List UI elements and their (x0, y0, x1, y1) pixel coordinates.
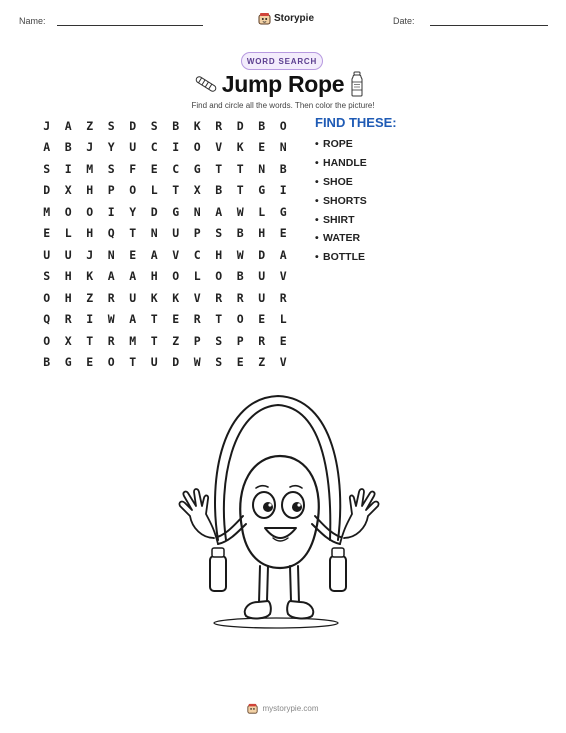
grid-letter[interactable]: N (107, 247, 115, 262)
grid-letter[interactable]: K (172, 290, 180, 305)
grid-letter[interactable]: Z (258, 355, 266, 370)
word-label: ROPE (323, 138, 353, 151)
grid-letter[interactable]: R (258, 333, 266, 348)
grid-letter[interactable]: H (64, 269, 72, 284)
grid-letter[interactable]: J (86, 247, 94, 262)
grid-letter[interactable]: S (150, 118, 158, 133)
grid-letter[interactable]: R (215, 118, 223, 133)
bullet: • (315, 138, 319, 151)
grid-letter[interactable]: D (236, 118, 244, 133)
grid-letter[interactable]: D (129, 118, 137, 133)
grid-letter[interactable]: I (172, 140, 180, 155)
date-label: Date: (393, 16, 415, 26)
grid-letter[interactable]: W (236, 204, 244, 219)
grid-letter[interactable]: H (150, 269, 158, 284)
grid-letter[interactable]: T (150, 333, 158, 348)
grid-letter[interactable]: O (193, 140, 201, 155)
storypie-logo-icon (258, 12, 271, 25)
grid-letter[interactable]: A (43, 140, 51, 155)
grid-letter[interactable]: O (279, 118, 287, 133)
grid-letter[interactable]: R (107, 333, 115, 348)
grid-letter[interactable]: S (215, 226, 223, 241)
word-list-title: FIND THESE: (315, 115, 397, 130)
grid-letter[interactable]: X (64, 183, 72, 198)
grid-letter[interactable]: G (193, 161, 201, 176)
word-list-panel (315, 115, 397, 267)
grid-letter[interactable]: U (129, 140, 137, 155)
grid-letter[interactable]: P (236, 333, 244, 348)
grid-letter[interactable]: L (279, 312, 287, 327)
name-field[interactable] (57, 25, 203, 26)
grid-letter[interactable]: B (236, 269, 244, 284)
word-label: WATER (323, 232, 361, 245)
footer (0, 703, 566, 714)
grid-letter[interactable]: L (258, 204, 266, 219)
grid-letter[interactable]: T (236, 161, 244, 176)
grid-letter[interactable]: O (172, 269, 180, 284)
grid-letter[interactable]: R (236, 290, 244, 305)
grid-letter[interactable]: O (64, 204, 72, 219)
grid-letter[interactable]: G (258, 183, 266, 198)
grid-letter[interactable]: A (215, 204, 223, 219)
date-field[interactable] (430, 25, 548, 26)
grid-letter[interactable]: N (193, 204, 201, 219)
grid-letter[interactable]: H (86, 183, 94, 198)
grid-letter[interactable]: H (215, 247, 223, 262)
grid-letter[interactable]: G (172, 204, 180, 219)
header-bar (0, 10, 566, 34)
grid-letter[interactable]: U (258, 290, 266, 305)
grid-letter[interactable]: T (86, 333, 94, 348)
word-search-badge: WORD SEARCH (241, 52, 323, 70)
bullet: • (315, 213, 319, 226)
instructions: Find and circle all the words. Then color the picture! (191, 101, 375, 110)
grid-letter[interactable]: Q (43, 312, 51, 327)
grid-letter[interactable]: G (64, 355, 72, 370)
grid-letter[interactable]: U (150, 355, 158, 370)
grid-letter[interactable]: M (43, 204, 51, 219)
grid-letter[interactable]: I (107, 204, 115, 219)
grid-letter[interactable]: N (279, 140, 287, 155)
grid-letter[interactable]: A (64, 118, 72, 133)
grid-letter[interactable]: V (279, 355, 287, 370)
grid-letter[interactable]: M (129, 333, 137, 348)
brand-name: Storypie (274, 12, 315, 24)
grid-letter[interactable]: V (279, 269, 287, 284)
brand (258, 10, 314, 26)
page-title: Jump Rope (221, 71, 345, 97)
grid-letter[interactable]: E (43, 226, 51, 241)
grid-letter[interactable]: Y (107, 140, 115, 155)
grid-letter[interactable]: Z (86, 118, 94, 133)
grid-letter[interactable]: N (258, 161, 266, 176)
grid-letter[interactable]: E (279, 226, 287, 241)
word-list-item (315, 135, 397, 154)
grid-letter[interactable]: R (193, 312, 201, 327)
grid-letter[interactable]: T (129, 355, 137, 370)
word-list-item (315, 173, 397, 192)
grid-letter[interactable]: E (150, 161, 158, 176)
grid-letter[interactable]: Z (172, 333, 180, 348)
grid-letter[interactable]: U (172, 226, 180, 241)
grid-letter[interactable]: P (107, 183, 115, 198)
grid-letter[interactable]: H (86, 226, 94, 241)
grid-letter[interactable]: S (107, 118, 115, 133)
grid-letter[interactable]: O (43, 333, 51, 348)
grid-letter[interactable]: A (107, 269, 115, 284)
letter-grid[interactable] (36, 115, 294, 373)
bullet: • (315, 157, 319, 170)
grid-letter[interactable]: C (150, 140, 158, 155)
grid-letter[interactable]: R (107, 290, 115, 305)
grid-letter[interactable]: V (172, 247, 180, 262)
grid-letter[interactable]: K (236, 140, 244, 155)
grid-letter[interactable]: H (258, 226, 266, 241)
grid-letter[interactable]: E (258, 312, 266, 327)
grid-letter[interactable]: D (258, 247, 266, 262)
grid-letter[interactable]: R (279, 290, 287, 305)
grid-letter[interactable]: V (193, 290, 201, 305)
grid-letter[interactable]: T (172, 183, 180, 198)
grid-letter[interactable]: S (215, 355, 223, 370)
grid-letter[interactable]: C (193, 247, 201, 262)
grid-letter[interactable]: D (150, 204, 158, 219)
grid-letter[interactable]: I (279, 183, 287, 198)
grid-letter[interactable]: L (64, 226, 72, 241)
bullet: • (315, 232, 319, 245)
grid-letter[interactable]: H (64, 290, 72, 305)
grid-letter[interactable]: E (236, 355, 244, 370)
word-label: SHORTS (323, 194, 367, 207)
grid-letter[interactable]: E (86, 355, 94, 370)
word-list (315, 135, 397, 267)
grid-letter[interactable]: E (172, 312, 180, 327)
grid-letter[interactable]: W (193, 355, 201, 370)
grid-letter[interactable]: U (43, 247, 51, 262)
grid-letter[interactable]: L (150, 183, 158, 198)
grid-letter[interactable]: I (86, 312, 94, 327)
grid-letter[interactable]: T (215, 161, 223, 176)
grid-letter[interactable]: J (86, 140, 94, 155)
grid-letter[interactable]: T (215, 312, 223, 327)
grid-letter[interactable]: B (43, 355, 51, 370)
footer-url[interactable]: mystorypie.com (262, 704, 319, 713)
grid-letter[interactable]: J (43, 118, 51, 133)
word-list-item (315, 248, 397, 267)
word-list-item (315, 191, 397, 210)
grid-letter[interactable]: O (236, 312, 244, 327)
grid-letter[interactable]: B (236, 226, 244, 241)
grid-letter[interactable]: Q (107, 226, 115, 241)
grid-letter[interactable]: A (129, 312, 137, 327)
grid-letter[interactable]: B (279, 161, 287, 176)
grid-letter[interactable]: B (258, 118, 266, 133)
bullet: • (315, 194, 319, 207)
grid-letter[interactable]: O (43, 290, 51, 305)
grid-letter[interactable]: X (64, 333, 72, 348)
grid-letter[interactable]: G (279, 204, 287, 219)
grid-letter[interactable]: M (86, 161, 94, 176)
grid-letter[interactable]: T (150, 312, 158, 327)
grid-letter[interactable]: U (64, 247, 72, 262)
grid-letter[interactable]: P (193, 333, 201, 348)
grid-letter[interactable]: Y (129, 204, 137, 219)
grid-letter[interactable]: L (193, 269, 201, 284)
word-label: SHIRT (323, 213, 355, 226)
grid-letter[interactable]: F (129, 161, 137, 176)
grid-letter[interactable]: K (193, 118, 201, 133)
jump-rope-character[interactable] (140, 388, 430, 638)
grid-letter[interactable]: E (279, 333, 287, 348)
grid-letter[interactable]: I (64, 161, 72, 176)
grid-letter[interactable]: E (129, 247, 137, 262)
word-list-item (315, 154, 397, 173)
grid-letter[interactable]: W (107, 312, 115, 327)
word-list-item (315, 210, 397, 229)
word-label: SHOE (323, 175, 353, 188)
grid-letter[interactable]: D (172, 355, 180, 370)
bullet: • (315, 251, 319, 264)
grid-letter[interactable]: S (107, 161, 115, 176)
grid-letter[interactable]: W (236, 247, 244, 262)
grid-letter[interactable]: A (150, 247, 158, 262)
grid-letter[interactable]: V (215, 140, 223, 155)
grid-letter[interactable]: T (129, 226, 137, 241)
grid-letter[interactable]: O (215, 269, 223, 284)
grid-letter[interactable]: B (172, 118, 180, 133)
grid-letter[interactable]: N (150, 226, 158, 241)
grid-letter[interactable]: D (43, 183, 51, 198)
grid-letter[interactable]: U (129, 290, 137, 305)
word-list-item (315, 229, 397, 248)
grid-letter[interactable]: Z (86, 290, 94, 305)
grid-letter[interactable]: A (279, 247, 287, 262)
name-label: Name: (19, 16, 46, 26)
grid-letter[interactable]: S (43, 161, 51, 176)
grid-letter[interactable]: X (193, 183, 201, 198)
grid-letter[interactable]: R (64, 312, 72, 327)
grid-letter[interactable]: S (43, 269, 51, 284)
bullet: • (315, 175, 319, 188)
grid-letter[interactable]: O (129, 183, 137, 198)
grid-letter[interactable]: E (258, 140, 266, 155)
grid-letter[interactable]: O (107, 355, 115, 370)
grid-letter[interactable]: S (215, 333, 223, 348)
word-label: HANDLE (323, 157, 367, 170)
word-label: BOTTLE (323, 251, 365, 264)
water-bottle-icon (350, 71, 364, 97)
grid-letter[interactable]: A (129, 269, 137, 284)
grid-letter[interactable]: R (215, 290, 223, 305)
grid-letter[interactable]: B (215, 183, 223, 198)
grid-letter[interactable]: K (150, 290, 158, 305)
grid-letter[interactable]: T (236, 183, 244, 198)
grid-letter[interactable]: C (172, 161, 180, 176)
storypie-footer-icon (247, 703, 258, 714)
grid-letter[interactable]: B (64, 140, 72, 155)
grid-letter[interactable]: O (86, 204, 94, 219)
grid-letter[interactable]: U (258, 269, 266, 284)
grid-letter[interactable]: K (86, 269, 94, 284)
grid-letter[interactable]: P (193, 226, 201, 241)
